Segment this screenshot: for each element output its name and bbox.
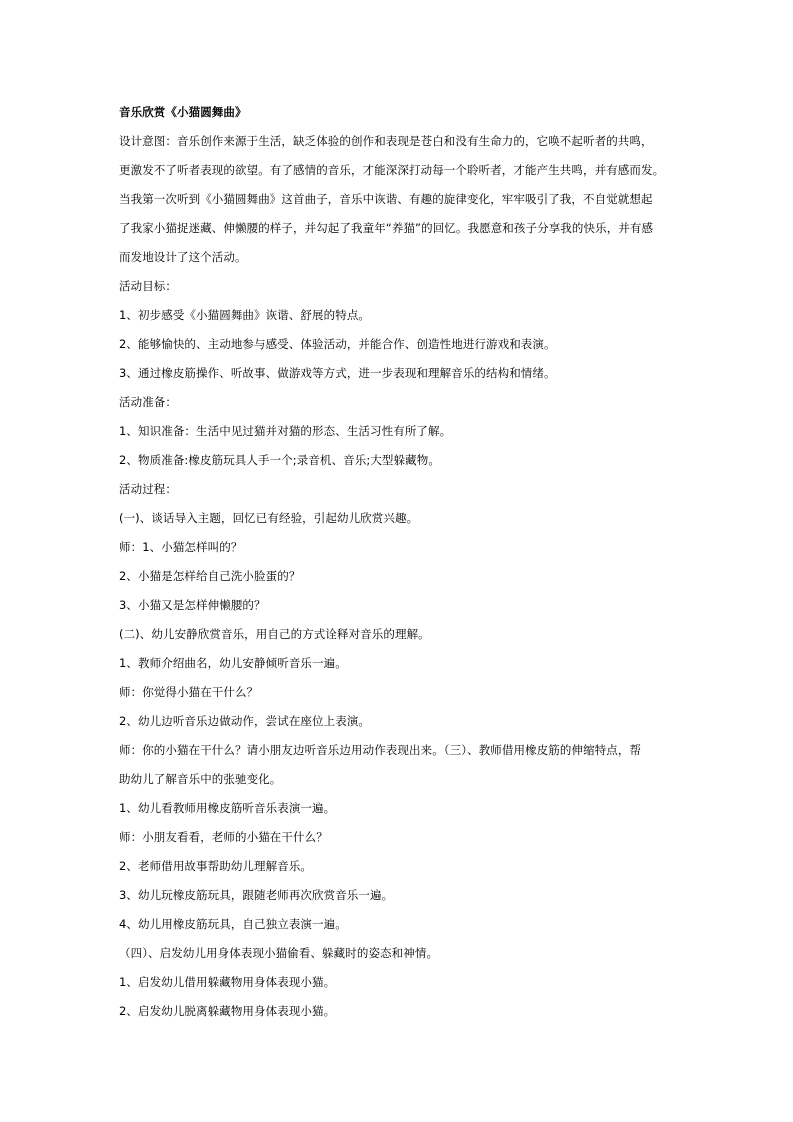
document-title: 音乐欣赏《小猫圆舞曲》 xyxy=(119,105,247,119)
text-line: 更激发不了听者表现的欲望。有了感情的音乐，才能深深打动每一个聆听者，才能产生共鸣，并有感而发。 xyxy=(119,163,665,177)
list-item: 1、幼儿看教师用橡皮筋听音乐表演一遍。 xyxy=(119,801,336,815)
document-body xyxy=(119,98,679,1026)
section-heading: 活动准备： xyxy=(119,395,177,409)
text-line: 当我第一次听到《小猫圆舞曲》这首曲子，音乐中诙谐、有趣的旋律变化，牢牢吸引了我，不自觉就想起 xyxy=(119,192,653,206)
list-item: 2、幼儿边听音乐边做动作，尝试在座位上表演。 xyxy=(119,714,371,728)
step-heading: (二)、幼儿安静欣赏音乐，用自己的方式诠释对音乐的理解。 xyxy=(119,627,430,641)
text-line: 设计意图：音乐创作来源于生活，缺乏体验的创作和表现是苍白和没有生命力的，它唤不起听者的共鸣， xyxy=(119,134,653,148)
text-line: 而发地设计了这个活动。 xyxy=(119,250,247,264)
list-item: 1、启发幼儿借用躲藏物用身体表现小猫。 xyxy=(119,975,336,989)
list-item: 3、通过橡皮筋操作、听故事、做游戏等方式，进一步表现和理解音乐的结构和情绪。 xyxy=(119,366,556,380)
section-heading: 活动过程： xyxy=(119,482,177,496)
list-item: 1、教师介绍曲名，幼儿安静倾听音乐一遍。 xyxy=(119,656,347,670)
list-item: 师：1、小猫怎样叫的？ xyxy=(119,540,243,554)
list-item: 2、小猫是怎样给自己洗小脸蛋的？ xyxy=(119,569,301,583)
list-item: 3、小猫又是怎样伸懒腰的？ xyxy=(119,598,266,612)
list-item: 3、幼儿玩橡皮筋玩具，跟随老师再次欣赏音乐一遍。 xyxy=(119,888,394,902)
step-heading: (一)、谈话导入主题，回忆已有经验，引起幼儿欣赏兴趣。 xyxy=(119,511,419,525)
text-line: 师：你觉得小猫在干什么？ xyxy=(119,685,259,699)
list-item: 2、能够愉快的、主动地参与感受、体验活动，并能合作、创造性地进行游戏和表演。 xyxy=(119,337,556,351)
text-line: 师：小朋友看看，老师的小猫在干什么？ xyxy=(119,830,328,844)
list-item: 2、老师借用故事帮助幼儿理解音乐。 xyxy=(119,859,313,873)
text-line: 师：你的小猫在干什么？请小朋友边听音乐边用动作表现出来。（三）、教师借用橡皮筋的伸缩特点，帮 xyxy=(119,743,642,757)
list-item: 1、初步感受《小猫圆舞曲》诙谐、舒展的特点。 xyxy=(119,308,371,322)
list-item: 1、知识准备：生活中见过猫并对猫的形态、生活习性有所了解。 xyxy=(119,424,452,438)
list-item: 2、启发幼儿脱离躲藏物用身体表现小猫。 xyxy=(119,1004,336,1018)
step-heading: （四）、启发幼儿用身体表现小猫偷看、躲藏时的姿态和神情。 xyxy=(119,946,439,960)
text-line: 助幼儿了解音乐中的张驰变化。 xyxy=(119,772,282,786)
list-item: 2、物质准备:橡皮筋玩具人手一个;录音机、音乐;大型躲藏物。 xyxy=(119,453,440,467)
text-line: 了我家小猫捉迷藏、伸懒腰的样子，并勾起了我童年“养猫”的回忆。我愿意和孩子分享我的快乐，并有感 xyxy=(119,221,654,235)
list-item: 4、幼儿用橡皮筋玩具，自己独立表演一遍。 xyxy=(119,917,347,931)
section-heading: 活动目标： xyxy=(119,279,177,293)
